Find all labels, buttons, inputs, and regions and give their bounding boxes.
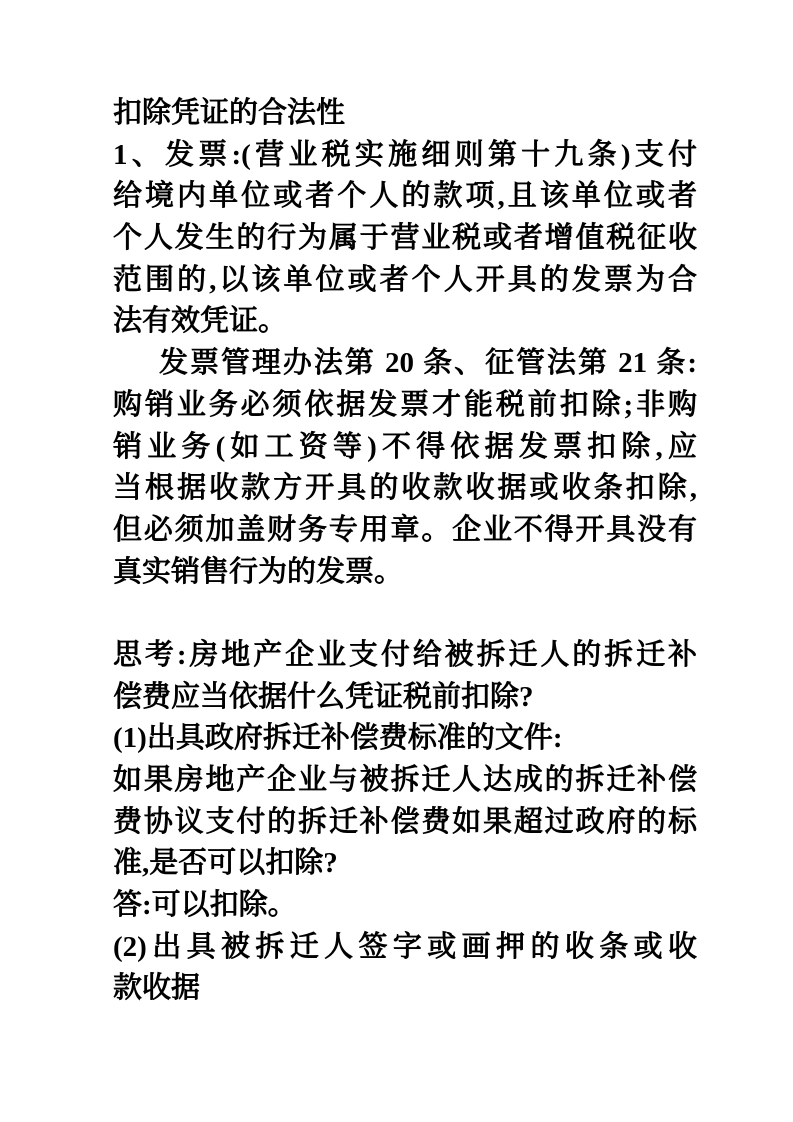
text-line: (1)出具政府拆迁补偿费标准的文件: <box>113 722 563 755</box>
text-line: 费协议支付的拆迁补偿费如果超过政府的标 <box>113 805 697 838</box>
text-line: 真实销售行为的发票。 <box>113 555 404 588</box>
text-line: 答:可以扣除。 <box>113 889 297 922</box>
text-line: 准,是否可以扣除? <box>113 847 338 880</box>
text-line: 给境内单位或者个人的款项,且该单位或者 <box>113 180 697 213</box>
text-line: 范围的,以该单位或者个人开具的发票为合 <box>113 263 697 296</box>
text-line: 法有效凭证。 <box>113 305 288 338</box>
text-line: 个人发生的行为属于营业税或者增值税征收 <box>113 222 697 255</box>
document-text <box>113 93 697 1010</box>
text-line: 但必须加盖财务专用章。企业不得开具没有 <box>113 513 697 546</box>
blank-line <box>113 593 697 635</box>
text-line: 当根据收款方开具的收款收据或收条扣除, <box>113 472 697 505</box>
text-line: 款收据 <box>113 972 201 1005</box>
text-line: (2)出具被拆迁人签字或画押的收条或收 <box>113 930 697 963</box>
text-line: 偿费应当依据什么凭证税前扣除? <box>113 680 534 713</box>
text-line: 发票管理办法第 20 条、征管法第 21 条: <box>159 347 697 380</box>
text-line: 如果房地产企业与被拆迁人达成的拆迁补偿 <box>113 764 697 796</box>
text-line: 思考:房地产企业支付给被拆迁人的拆迁补 <box>113 638 697 671</box>
text-line: 1、发票:(营业税实施细则第十九条)支付 <box>113 138 697 171</box>
text-line: 销业务(如工资等)不得依据发票扣除,应 <box>113 430 697 463</box>
text-line: 购销业务必须依据发票才能税前扣除;非购 <box>113 388 697 421</box>
text-line: 扣除凭证的合法性 <box>113 97 346 129</box>
